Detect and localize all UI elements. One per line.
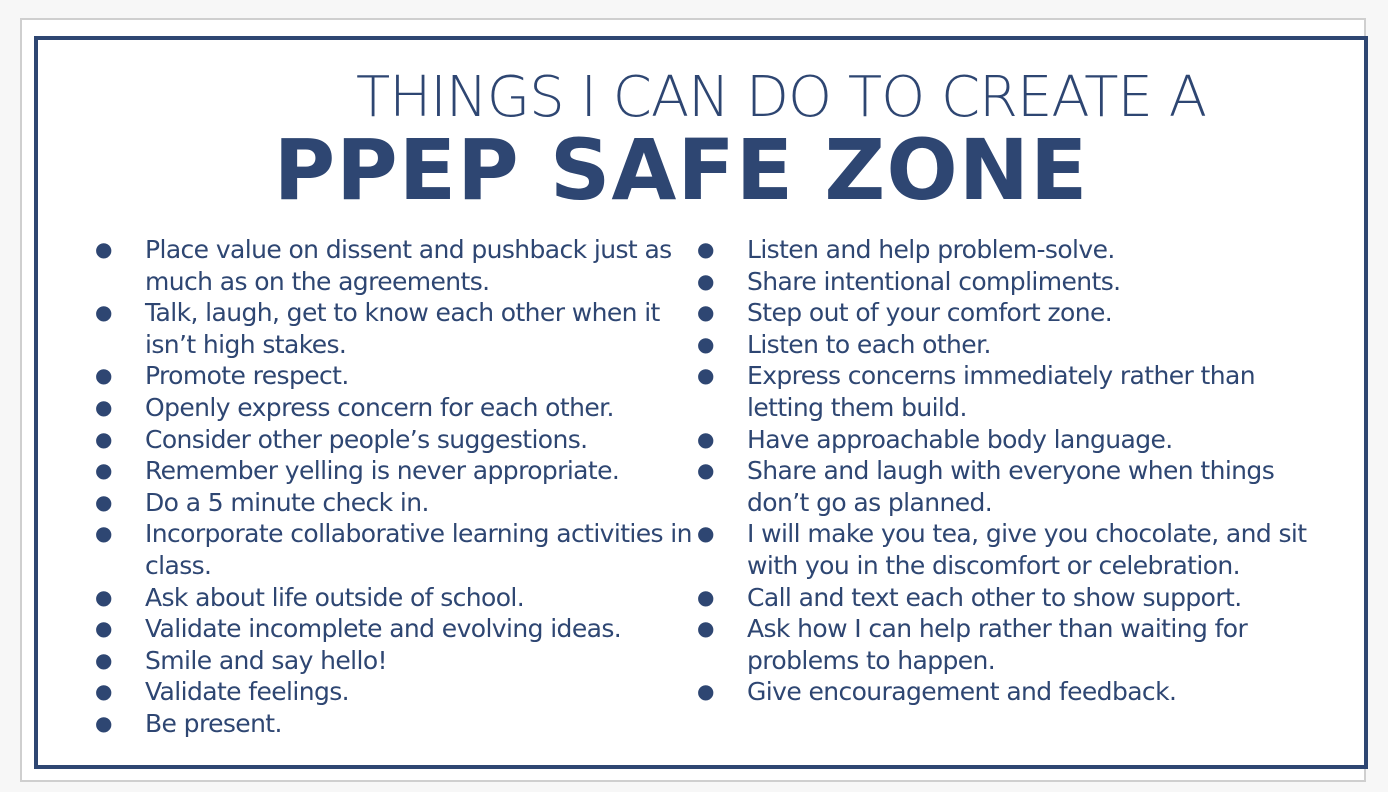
- list-item: [95, 234, 695, 297]
- list-item: [697, 455, 1327, 518]
- list-item-text: Call and text each other to show support.: [747, 582, 1242, 612]
- list-item: [697, 582, 1327, 614]
- list-item: [95, 392, 695, 424]
- list-item-text: Ask about life outside of school.: [145, 582, 525, 612]
- bullet-icon: ●: [95, 458, 112, 483]
- list-item: [697, 329, 1327, 361]
- list-item: [95, 645, 695, 677]
- list-item-text: I will make you tea, give you chocolate, and sit with you in the discomfort or celebration.: [747, 519, 1307, 580]
- bullet-icon: ●: [95, 426, 112, 451]
- list-item: [95, 297, 695, 360]
- list-item: [697, 234, 1327, 266]
- list-item-text: Ask how I can help rather than waiting for problems to happen.: [747, 614, 1248, 675]
- list-item-text: Express concerns immediately rather than letting them build.: [747, 361, 1255, 422]
- list-item-text: Share intentional compliments.: [747, 266, 1121, 296]
- list-item-text: Listen and help problem-solve.: [747, 235, 1115, 264]
- slide: [20, 18, 1366, 782]
- left-bullet-list: [95, 234, 695, 740]
- list-item: [95, 424, 695, 456]
- list-item-text: Be present.: [145, 708, 282, 738]
- list-item: [697, 424, 1327, 456]
- list-item: [95, 487, 695, 519]
- list-item: [697, 518, 1327, 581]
- list-item: [95, 676, 695, 708]
- list-item-text: Place value on dissent and pushback just as much as on the agreements.: [145, 235, 672, 296]
- bullet-icon: ●: [95, 489, 112, 514]
- content-frame: [34, 36, 1368, 769]
- title-line-1: THINGS I CAN DO TO CREATE A: [355, 65, 1207, 130]
- list-item-text: Have approachable body language.: [747, 424, 1173, 454]
- bullet-icon: ●: [95, 394, 112, 419]
- list-item-text: Validate incomplete and evolving ideas.: [145, 614, 622, 644]
- list-item-text: Give encouragement and feedback.: [747, 677, 1177, 707]
- list-item: [697, 676, 1327, 708]
- list-item: [95, 455, 695, 487]
- list-item-text: Incorporate collaborative learning activities in class.: [145, 519, 692, 580]
- bullet-icon: ●: [95, 647, 112, 672]
- list-item-text: Listen to each other.: [747, 329, 991, 359]
- list-item: [95, 613, 695, 645]
- list-item-text: Validate feelings.: [145, 677, 350, 707]
- bullet-icon: ●: [95, 521, 112, 546]
- bullet-icon: ●: [697, 584, 714, 609]
- list-item-text: Do a 5 minute check in.: [145, 487, 429, 517]
- list-item-text: Smile and say hello!: [145, 645, 387, 675]
- bullet-icon: ●: [697, 521, 714, 546]
- list-item: [95, 360, 695, 392]
- list-item-text: Consider other people’s suggestions.: [145, 424, 588, 454]
- list-item: [697, 297, 1327, 329]
- bullet-icon: ●: [697, 300, 714, 325]
- bullet-icon: ●: [697, 237, 714, 261]
- bullet-icon: ●: [95, 679, 112, 704]
- list-item: [95, 708, 695, 740]
- bullet-icon: ●: [697, 679, 714, 704]
- bullet-icon: ●: [95, 584, 112, 609]
- title-line-2: PPEP SAFE ZONE: [273, 121, 1089, 219]
- list-item-text: Talk, laugh, get to know each other when it isn’t high stakes.: [145, 298, 660, 359]
- bullet-icon: ●: [95, 237, 112, 261]
- bullet-icon: ●: [697, 268, 714, 293]
- bullet-icon: ●: [697, 616, 714, 641]
- list-item: [95, 518, 695, 581]
- bullet-icon: ●: [95, 710, 112, 735]
- bullet-icon: ●: [697, 363, 714, 388]
- list-item-text: Openly express concern for each other.: [145, 392, 614, 422]
- list-item-text: Step out of your comfort zone.: [747, 298, 1113, 328]
- list-item: [697, 613, 1327, 676]
- list-item-text: Promote respect.: [145, 361, 349, 391]
- list-item-text: Share and laugh with everyone when things don’t go as planned.: [747, 456, 1275, 517]
- right-bullet-list: [697, 234, 1327, 708]
- bullet-icon: ●: [697, 458, 714, 483]
- list-item: [95, 582, 695, 614]
- bullet-icon: ●: [95, 300, 112, 325]
- list-item-text: Remember yelling is never appropriate.: [145, 456, 620, 486]
- bullet-icon: ●: [697, 331, 714, 356]
- list-item: [697, 266, 1327, 298]
- bullet-icon: ●: [95, 616, 112, 641]
- bullet-icon: ●: [95, 363, 112, 388]
- list-item: [697, 360, 1327, 423]
- bullet-icon: ●: [697, 426, 714, 451]
